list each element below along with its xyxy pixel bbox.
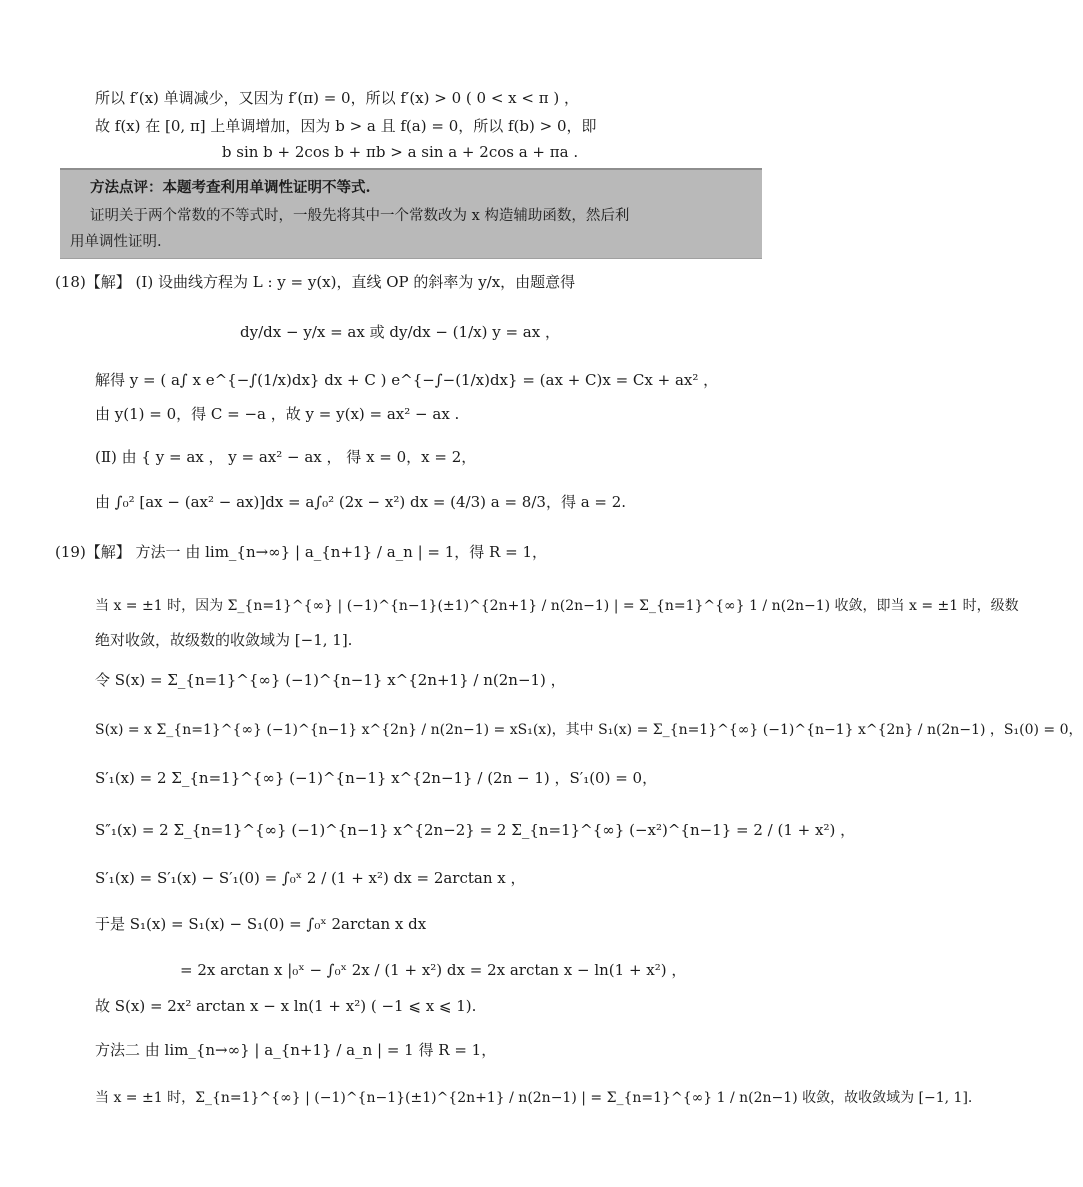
text-line: 所以 f′(x) 单调减少，又因为 f′(π) = 0，所以 f′(x) > 0 ( 0 < x < π ) ， [95, 89, 579, 107]
equation-line: 当 x = ±1 时，Σ_{n=1}^{∞} | (−1)^{n−1}(±1)^{2n+1} / n(2n−1) | = Σ_{n=1}^{∞} 1 / n(2n−1) 收敛，故收敛域为 [−1, 1]. [95, 1090, 973, 1106]
q18-heading: (18)【解】 (Ⅰ) 设曲线方程为 L : y = y(x)，直线 OP 的斜率为 y/x，由题意得 [55, 273, 576, 291]
equation-line: b sin b + 2cos b + πb > a sin a + 2cos a + πa . [221, 143, 579, 161]
equation-line: = 2x arctan x |₀ˣ − ∫₀ˣ 2x / (1 + x²) dx = 2x arctan x − ln(1 + x²) ， [180, 961, 687, 979]
equation-line: S″₁(x) = 2 Σ_{n=1}^{∞} (−1)^{n−1} x^{2n−2} = 2 Σ_{n=1}^{∞} (−x²)^{n−1} = 2 / (1 + x²) ， [95, 821, 856, 839]
comment-title: 方法点评：本题考查利用单调性证明不等式. [90, 179, 371, 196]
method-two-line: 方法二 由 lim_{n→∞} | a_{n+1} / a_n | = 1 得 R = 1， [95, 1041, 497, 1059]
equation-line: 由 ∫₀² [ax − (ax² − ax)]dx = a∫₀² (2x − x²) dx = (4/3) a = 8/3，得 a = 2. [95, 493, 627, 511]
text-line: 绝对收敛，故级数的收敛域为 [−1, 1]. [95, 631, 353, 649]
equation-line: 令 S(x) = Σ_{n=1}^{∞} (−1)^{n−1} x^{2n+1} / n(2n−1) ， [95, 671, 566, 689]
text-line: 故 S(x) = 2x² arctan x − x ln(1 + x²) ( −1 ⩽ x ⩽ 1). [95, 997, 477, 1015]
equation-line: 于是 S₁(x) = S₁(x) − S₁(0) = ∫₀ˣ 2arctan x dx [95, 915, 427, 933]
equation-line: S(x) = x Σ_{n=1}^{∞} (−1)^{n−1} x^{2n} / n(2n−1) = xS₁(x)，其中 S₁(x) = Σ_{n=1}^{∞} (−1)^{n−1} x^{2n} / n(2n−1) ，S₁(0) = 0， [95, 722, 1083, 738]
comment-line: 用单调性证明. [70, 234, 162, 250]
equation-line: S′₁(x) = 2 Σ_{n=1}^{∞} (−1)^{n−1} x^{2n−1} / (2n − 1) ，S′₁(0) = 0， [95, 769, 658, 787]
method-comment-box [60, 168, 762, 259]
equation-line: 解得 y = ( a∫ x e^{−∫(1/x)dx} dx + C ) e^{−∫−(1/x)dx} = (ax + C)x = Cx + ax² ， [95, 371, 719, 389]
equation-line: (Ⅱ) 由 { y = ax ， y = ax² − ax ， 得 x = 0，x = 2， [95, 448, 477, 466]
equation-line: S′₁(x) = S′₁(x) − S′₁(0) = ∫₀ˣ 2 / (1 + x²) dx = 2arctan x ， [95, 869, 526, 887]
comment-line: 证明关于两个常数的不等式时，一般先将其中一个常数改为 x 构造辅助函数，然后利 [90, 208, 630, 224]
text-line: 由 y(1) = 0，得 C = −a ，故 y = y(x) = ax² − ax . [95, 405, 460, 423]
equation-line: 当 x = ±1 时，因为 Σ_{n=1}^{∞} | (−1)^{n−1}(±1)^{2n+1} / n(2n−1) | = Σ_{n=1}^{∞} 1 / n(2n−1) 收敛，即当 x = ±1 时，级数 [95, 598, 1019, 614]
text-line: 故 f(x) 在 [0, π] 上单调增加，因为 b > a 且 f(a) = 0，所以 f(b) > 0，即 [95, 117, 597, 135]
q19-heading: (19)【解】 方法一 由 lim_{n→∞} | a_{n+1} / a_n | = 1，得 R = 1， [55, 543, 547, 561]
equation-line: dy/dx − y/x = ax 或 dy/dx − (1/x) y = ax ， [240, 323, 560, 341]
